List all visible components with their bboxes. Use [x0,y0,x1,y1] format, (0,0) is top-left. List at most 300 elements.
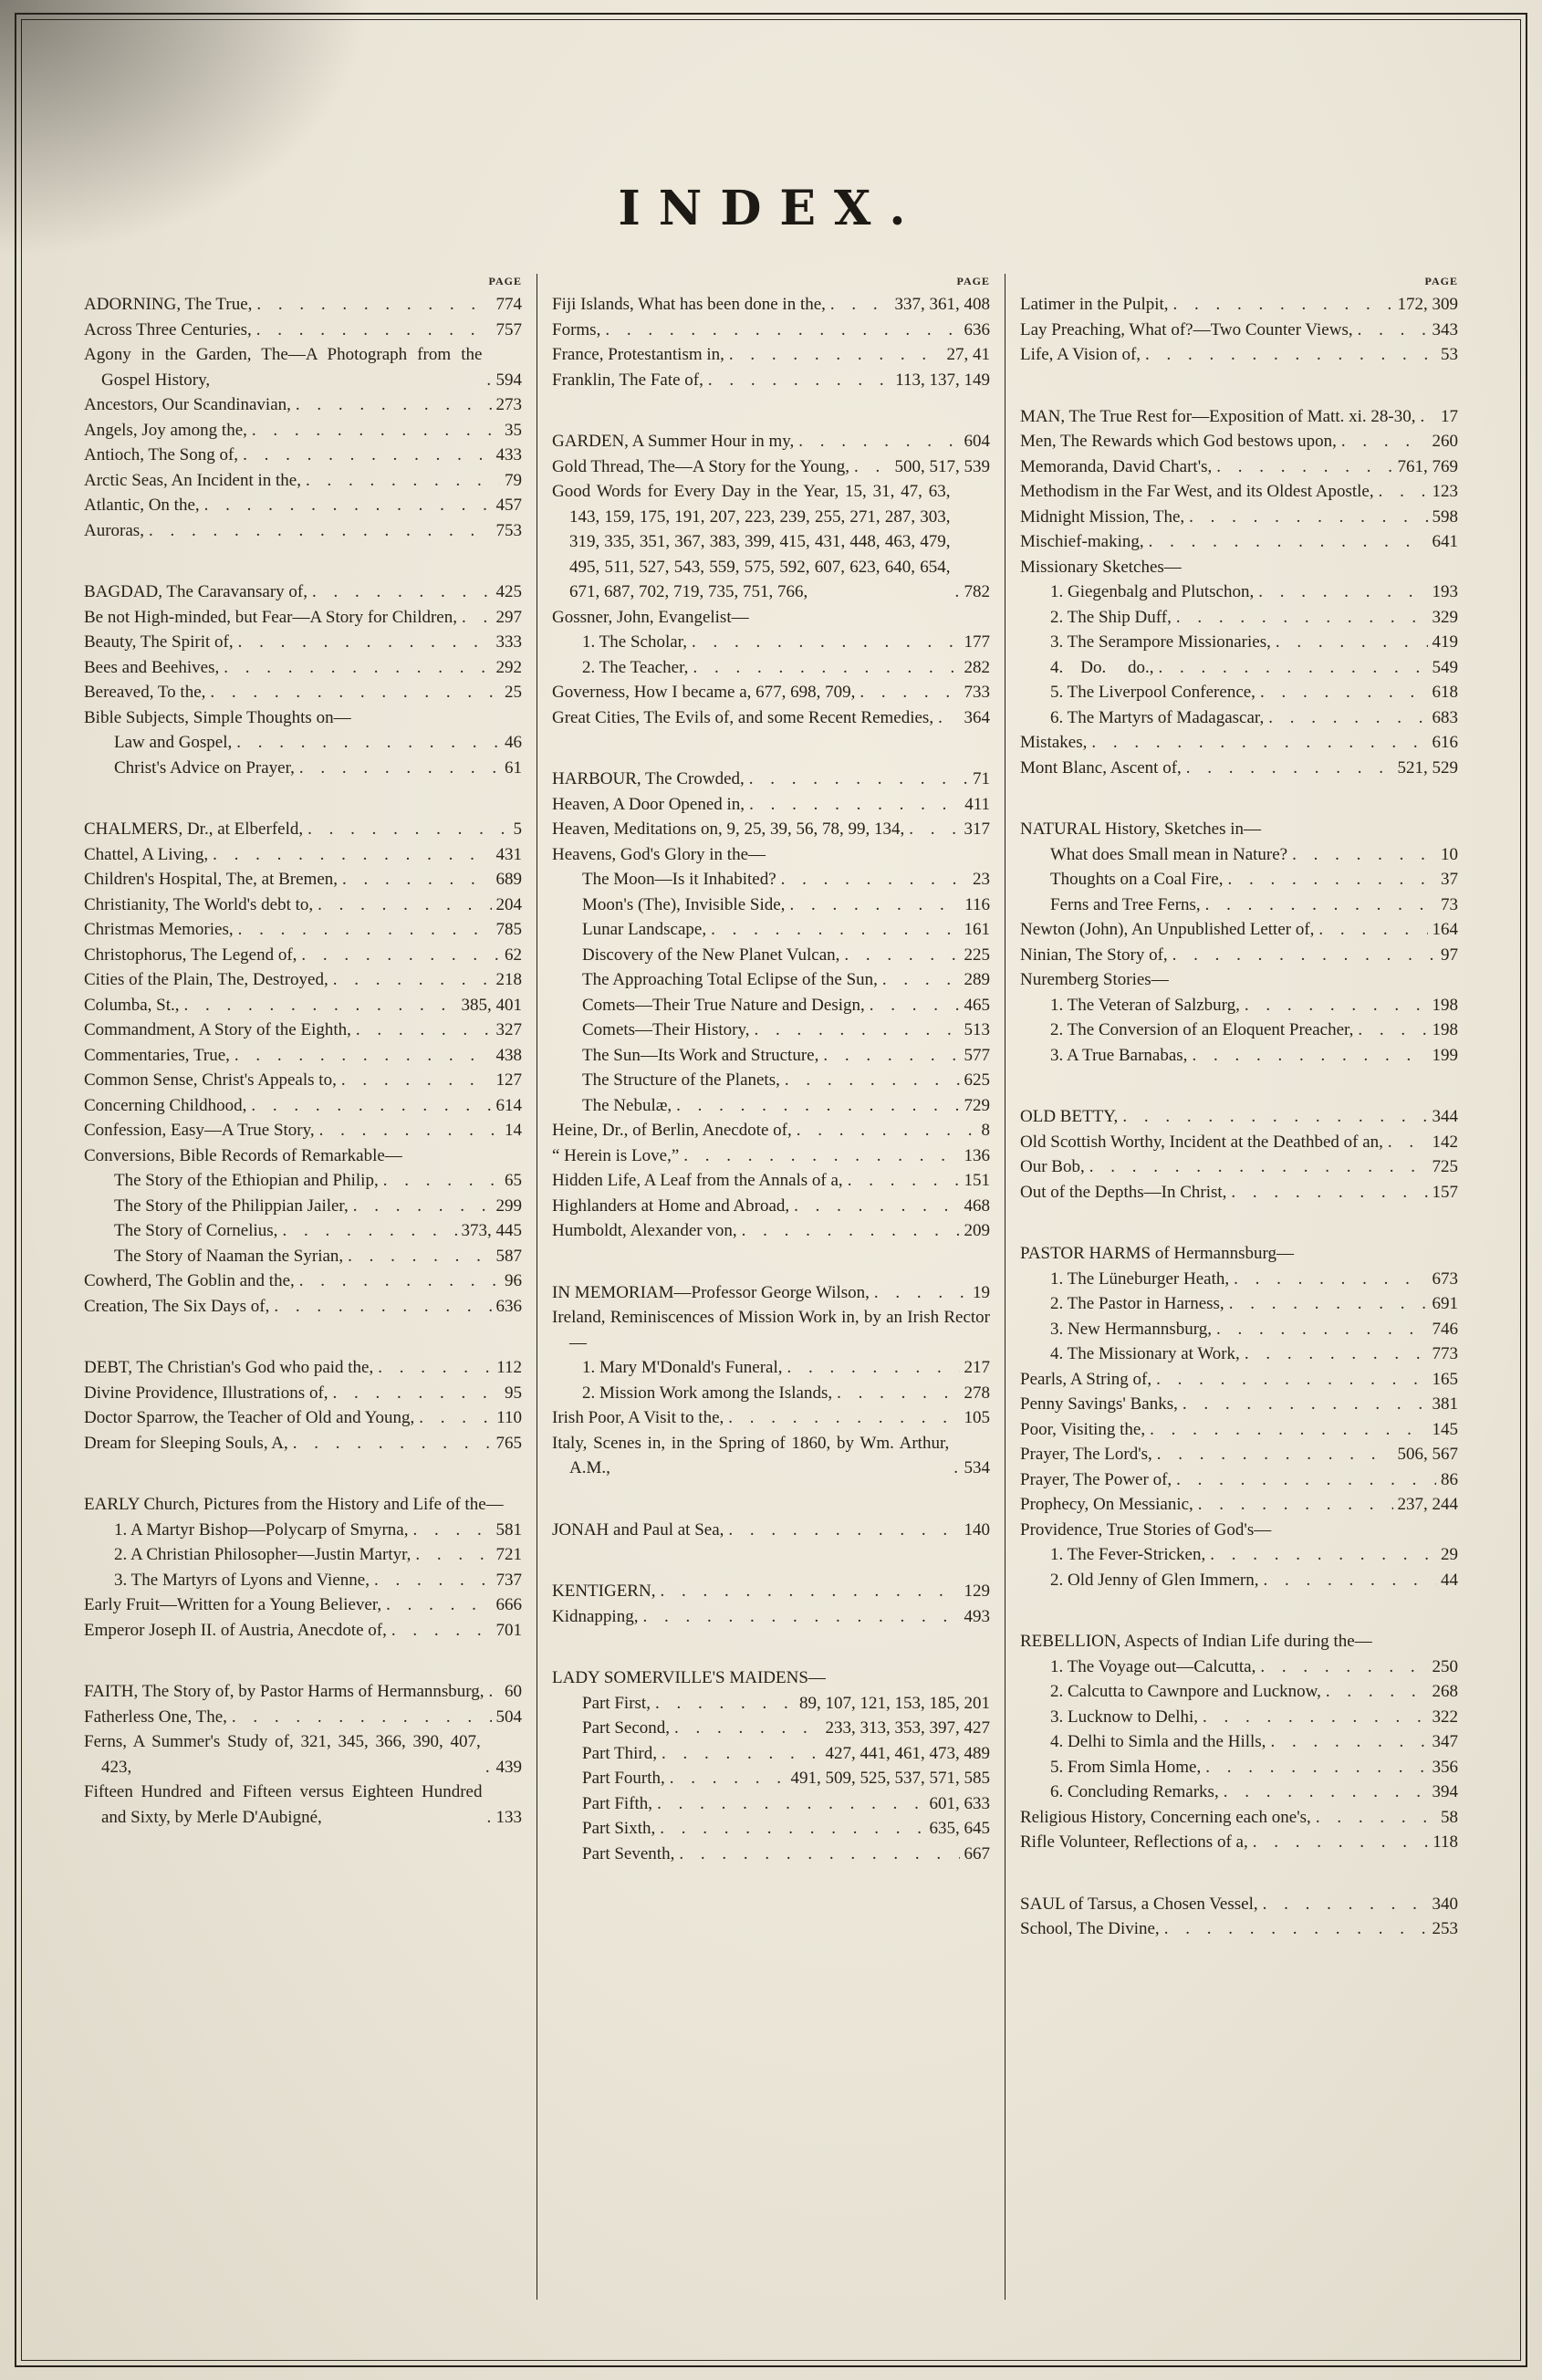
entry-page-number: 140 [964,1519,990,1540]
index-entry [84,1043,522,1069]
dot-leader [655,1816,924,1842]
entry-page-number: 691 [1432,1294,1458,1313]
entry-page-number: 765 [495,1433,522,1453]
entry-page-number: 172, 309 [1397,295,1458,314]
dot-leader [408,1518,491,1543]
index-entry [552,1280,990,1306]
entry-page-number: 17 [1441,406,1458,426]
dot-leader [657,1741,821,1767]
entry-text: Chattel, A Living, [84,844,209,864]
entry-text: Our Bob, [1020,1157,1085,1176]
entry-page-number: 164 [1432,920,1458,939]
entry-text: Christ's Advice on Prayer, [114,757,295,778]
dot-leader [303,817,508,842]
entry-text: Columba, St., [84,995,180,1015]
entry-page-number: 19 [973,1282,990,1302]
entry-page-number: 37 [1441,870,1458,889]
page-column-header: PAGE [1424,275,1458,287]
entry-page-number: 614 [495,1095,522,1115]
dot-leader [1248,1830,1429,1855]
entry-text: Bereaved, To the, [84,683,206,702]
dot-leader [277,1218,456,1244]
index-entry [552,943,990,968]
entry-text: 4. Do. do., [1050,657,1154,677]
entry-text: The Structure of the Planets, [582,1070,780,1090]
index-group [1020,1892,1458,1942]
entry-text: Humboldt, Alexander von, [552,1221,737,1240]
dot-leader [1314,917,1427,943]
entry-page-number: 209 [964,1221,990,1240]
entry-text: Italy, Scenes in, in the Spring of 1860, by Wm. Arthur, A.M., [552,1433,950,1477]
entry-text: Ireland, Reminiscences of Mission Work in, by an Irish Rector— [552,1308,990,1352]
entry-page-number: 356 [1432,1757,1458,1777]
dot-leader [1187,1043,1427,1069]
index-entry [552,1791,990,1817]
entry-text: Part Fifth, [582,1793,653,1813]
entry-text: Bees and Beehives, [84,657,220,677]
index-entry [1020,917,1458,943]
entry-page-number: 604 [964,432,990,451]
index-entry [84,1355,522,1381]
dot-leader [1184,505,1427,530]
index-entry [552,1741,990,1767]
entry-text: REBELLION, Aspects of Indian Life during the— [1020,1632,1372,1651]
entry-page-number: 260 [1432,432,1458,451]
index-entry [552,917,990,943]
entry-page-number: 468 [964,1195,990,1216]
index-entry [84,468,522,494]
dot-leader [247,418,500,444]
dot-leader [839,943,959,968]
index-entry [1020,1467,1458,1493]
entry-text: Cities of the Plain, The, Destroyed, [84,970,328,989]
index-entry [1020,967,1458,993]
entry-text: The Story of the Ethiopian and Philip, [114,1171,379,1190]
dot-leader [370,1568,492,1593]
index-entry [1020,1341,1458,1367]
dot-leader [870,1280,968,1306]
entry-text: Ferns and Tree Ferns, [1050,894,1201,914]
entry-text: Ninian, The Story of, [1020,945,1168,965]
index-entry [552,1381,990,1406]
index-entry [1020,479,1458,505]
entry-page-number: 23 [973,870,990,889]
dot-leader [338,867,492,892]
index-entry [552,1665,990,1691]
index-entry [1020,630,1458,655]
index-entry [1020,1442,1458,1467]
entry-text: School, The Divine, [1020,1919,1160,1938]
entry-page-number: 733 [964,683,990,702]
entry-text: KENTIGERN, [552,1581,656,1601]
dot-leader [1374,479,1428,505]
index-group [84,579,522,780]
entry-page-number: 161 [964,920,990,939]
entry-text: 3. A True Barnabas, [1050,1045,1188,1065]
entry-page-number: 433 [495,445,522,465]
index-entry [1020,292,1458,318]
entry-page-number: 27, 41 [946,345,990,364]
entry-text: Pearls, A String of, [1020,1369,1152,1389]
index-entry [84,1705,522,1730]
entry-page-number: 513 [964,1020,990,1039]
index-group [552,292,990,392]
entry-text: The Story of Cornelius, [114,1221,278,1240]
index-entry [84,630,522,655]
index-entry [1020,1679,1458,1705]
dot-leader [674,1842,959,1867]
dot-leader [878,967,960,993]
dot-leader [1118,1104,1427,1130]
dot-leader [1415,404,1436,430]
entry-text: Concerning Childhood, [84,1095,247,1115]
dot-leader [1240,1341,1428,1367]
entry-page-number: 297 [495,607,522,627]
entry-page-number: 145 [1432,1419,1458,1439]
entry-text: 1. Giegenbalg and Plutschon, [1050,582,1255,601]
entry-page-number: 199 [1432,1045,1458,1065]
entry-text: Heavens, God's Glory in the— [552,844,766,864]
dot-leader [227,1705,492,1730]
entry-page-number: 394 [1432,1782,1458,1801]
index-entry [1020,1104,1458,1130]
dot-leader [832,1381,959,1406]
entry-page-number: 667 [964,1843,990,1863]
entry-page-number: 62 [505,945,522,965]
entry-page-number: 157 [1432,1182,1458,1202]
entry-text: Law and Gospel, [114,733,233,752]
index-entry [552,1518,990,1543]
entry-text: Highlanders at Home and Abroad, [552,1195,790,1216]
index-entry [552,655,990,681]
dot-leader [1337,429,1428,454]
entry-text: Moon's (The), Invisible Side, [582,894,786,914]
entry-text: CHALMERS, Dr., at Elberfeld, [84,819,304,839]
entry-text: 1. The Veteran of Salzburg, [1050,995,1240,1015]
dot-leader [373,1355,492,1381]
entry-page-number: 581 [495,1519,522,1540]
entry-page-number: 491, 509, 525, 537, 571, 585 [790,1769,990,1788]
index-entry [84,292,522,318]
entry-page-number: 118 [1433,1832,1458,1852]
index-entry [552,318,990,343]
dot-leader [951,579,960,605]
entry-text: Old Scottish Worthy, Incident at the Deathbed of an, [1020,1132,1383,1152]
index-entry [84,418,522,444]
dot-leader [180,993,457,1018]
entry-page-number: 299 [495,1195,522,1216]
page-title: INDEX. [618,181,924,236]
entry-page-number: 364 [964,707,990,727]
entry-text: 6. The Martyrs of Madagascar, [1050,707,1265,727]
entry-page-number: 105 [964,1408,990,1427]
entry-text: 3. Lucknow to Delhi, [1050,1707,1199,1727]
index-entry [552,368,990,393]
index-entry [84,1244,522,1269]
index-entry [84,1268,522,1294]
entry-page-number: 177 [964,632,990,652]
index-entry [84,493,522,518]
index-entry [1020,680,1458,705]
dot-leader [1311,1805,1436,1831]
entry-text: PASTOR HARMS of Hermannsburg— [1020,1244,1294,1263]
entry-text: Part First, [582,1693,651,1713]
entry-text: 2. The Pastor in Harness, [1050,1294,1224,1313]
index-entry [1020,1542,1458,1568]
entry-text: Auroras, [84,520,144,540]
index-entry [1020,1805,1458,1831]
entry-page-number: 333 [495,632,522,652]
entry-page-number: 116 [964,894,990,914]
entry-text: DEBT, The Christian's God who paid the, [84,1358,374,1377]
entry-page-number: 127 [495,1070,522,1090]
index-entry [84,1018,522,1043]
entry-page-number: 737 [495,1570,522,1590]
index-entry [1020,1518,1458,1543]
index-entry [1020,429,1458,454]
entry-page-number: 327 [495,1020,522,1039]
dot-leader [818,1043,959,1069]
dot-leader [670,1716,820,1741]
page-column-header: PAGE [488,275,522,287]
dot-leader [351,1018,492,1043]
entry-text: SAUL of Tarsus, a Chosen Vessel, [1020,1894,1258,1914]
entry-text: Latimer in the Pulpit, [1020,295,1169,314]
dot-leader [665,1766,787,1791]
dot-leader [687,630,960,655]
dot-leader [411,1542,491,1568]
entry-page-number: 438 [495,1045,522,1065]
dot-leader [1141,342,1436,368]
entry-page-number: 343 [1432,319,1458,339]
dot-leader [855,680,959,705]
dot-leader [230,1043,492,1069]
dot-leader [785,892,960,918]
dot-leader [483,1805,492,1831]
entry-text: Part Fourth, [582,1769,665,1788]
dot-leader [792,1118,977,1143]
index-entry [1020,1629,1458,1655]
entry-page-number: 46 [505,733,522,752]
entry-text: Children's Hospital, The, at Bremen, [84,870,338,889]
index-group [1020,817,1458,1068]
entry-text: Part Third, [582,1743,657,1763]
entry-text: Penny Savings' Banks, [1020,1394,1178,1414]
entry-text: 1. The Scholar, [582,632,687,652]
index-entry [84,705,522,731]
entry-page-number: 618 [1432,683,1458,702]
dot-leader [749,1018,959,1043]
entry-page-number: 29 [1441,1545,1458,1564]
index-entry [1020,1130,1458,1155]
entry-text: Ferns, A Summer's Study of, 321, 345, 366, 390, 407, 423, [84,1732,481,1777]
entry-text: Commandment, A Story of the Eighth, [84,1020,351,1039]
entry-text: 2. Mission Work among the Islands, [582,1383,833,1403]
dot-leader [457,605,492,631]
index-entry [552,479,990,605]
entry-text: Creation, The Six Days of, [84,1296,270,1316]
entry-text: Across Three Centuries, [84,319,252,339]
entry-page-number: 268 [1432,1682,1458,1701]
index-entry [84,1405,522,1431]
index-entry [1020,817,1458,842]
entry-page-number: 785 [495,920,522,939]
dot-leader [1144,529,1428,555]
dot-leader [1172,1467,1436,1493]
dot-leader [933,705,959,731]
entry-text: Good Words for Every Day in the Year, 15, 31, 47, 63, 143, 159, 175, 191, 207, 223, 239, 255, 271, 287, 303, 319, 335, 351, 367, 383, 399, 415, 431, 448, 463, 479, 495, 511, 527, 543, 559, 575, 592, 607, 623, 640, 654, 671, 687, 702, 719, 735, 751, 766, [552,482,951,601]
entry-text: 2. Old Jenny of Glen Immern, [1050,1570,1259,1590]
entry-page-number: 123 [1432,482,1458,501]
index-entry [84,579,522,605]
index-entry [1020,1492,1458,1518]
dot-leader [651,1691,795,1717]
entry-text: 5. The Liverpool Conference, [1050,683,1255,702]
index-entry [84,1194,522,1219]
entry-page-number: 233, 313, 353, 397, 427 [825,1718,990,1738]
dot-leader [724,1518,959,1543]
index-entry [552,1143,990,1169]
dot-leader [849,454,891,480]
index-entry [84,342,522,392]
dot-leader [1201,892,1436,918]
dot-leader [297,943,500,968]
entry-page-number: 773 [1432,1344,1458,1363]
entry-text: Thoughts on a Coal Fire, [1050,870,1224,889]
dot-leader [1198,1705,1427,1730]
entry-page-number: 250 [1432,1656,1458,1676]
entry-text: Kidnapping, [552,1606,639,1626]
index-entry [84,1518,522,1543]
entry-text: Christophorus, The Legend of, [84,945,297,965]
index-entry [1020,1180,1458,1206]
entry-page-number: 136 [964,1145,990,1165]
dot-leader [1224,1291,1428,1317]
dot-leader [783,1355,960,1381]
entry-text: Life, A Vision of, [1020,345,1141,364]
index-entry [552,892,990,918]
entry-text: FAITH, The Story of, by Pastor Harms of Hermannsburg, [84,1682,484,1701]
entry-page-number: 465 [964,995,990,1015]
index-entry [1020,1392,1458,1417]
index-entry [1020,1018,1458,1043]
entry-page-number: 95 [505,1383,522,1403]
entry-page-number: 282 [964,657,990,677]
page-column-header: PAGE [956,275,990,287]
index-group [552,1665,990,1866]
dot-leader [672,1093,959,1119]
dot-leader [638,1604,959,1630]
entry-text: Fifteen Hundred and Fifteen versus Eighteen Hundred and Sixty, by Merle D'Aubigné, [84,1782,483,1827]
index-entry [84,892,522,918]
entry-text: Men, The Rewards which God bestows upon, [1020,432,1337,451]
entry-page-number: 142 [1432,1132,1458,1152]
index-entry [84,1729,522,1780]
entry-page-number: 129 [964,1581,990,1601]
entry-text: Bible Subjects, Simple Thoughts on— [84,707,351,727]
dot-leader [234,917,492,943]
entry-page-number: 71 [973,769,990,788]
entry-page-number: 521, 529 [1397,757,1458,778]
dot-leader [1172,605,1428,631]
index-entry [552,1604,990,1630]
index-entry [552,1118,990,1143]
entry-page-number: 86 [1441,1469,1458,1489]
entry-text: 1. The Fever-Stricken, [1050,1545,1206,1564]
index-entry [1020,605,1458,631]
entry-text: Arctic Seas, An Incident in the, [84,470,301,490]
dot-leader [1258,1568,1436,1593]
dot-leader [328,967,492,993]
entry-page-number: 8 [981,1121,990,1140]
index-entry [1020,1241,1458,1267]
entry-text: Mont Blanc, Ascent of, [1020,757,1182,778]
dot-leader [1240,993,1428,1018]
index-group [552,767,990,1244]
index-entry [84,1218,522,1244]
entry-text: Doctor Sparrow, the Teacher of Old and Young, [84,1408,415,1427]
dot-leader [724,1405,959,1431]
index-entry [552,842,990,868]
index-group [84,1355,522,1456]
dot-leader [295,756,500,781]
entry-page-number: 419 [1432,632,1458,652]
entry-text: Christianity, The World's debt to, [84,894,314,914]
dot-leader [865,993,960,1018]
index-entry [84,756,522,781]
entry-text: Heaven, Meditations on, 9, 25, 39, 56, 78, 99, 134, [552,819,905,839]
entry-text: Franklin, The Fate of, [552,370,703,390]
index-entry [1020,555,1458,580]
index-entry [552,1218,990,1244]
index-entry [1020,505,1458,530]
entry-page-number: 373, 445 [461,1221,522,1240]
dot-leader [1193,1492,1393,1518]
entry-page-number: 666 [495,1595,522,1614]
entry-page-number: 35 [505,420,522,440]
entry-text: 2. The Teacher, [582,657,689,677]
entry-page-number: 347 [1432,1732,1458,1751]
index-entry [552,630,990,655]
entry-text: Conversions, Bible Records of Remarkable— [84,1145,402,1165]
index-entry [84,1679,522,1705]
entry-page-number: 636 [495,1296,522,1316]
index-entry [84,392,522,418]
entry-text: Agony in the Garden, The—A Photograph from the Gospel History, [84,345,483,390]
index-entry [552,1816,990,1842]
entry-text: Antioch, The Song of, [84,445,239,465]
index-entry [1020,342,1458,368]
entry-text: Religious History, Concerning each one's, [1020,1807,1311,1827]
entry-page-number: 625 [964,1070,990,1090]
entry-page-number: 641 [1432,532,1458,551]
index-entry [1020,1043,1458,1069]
index-entry [552,1093,990,1119]
dot-leader [688,655,959,681]
dot-leader [679,1143,959,1169]
dot-leader [1353,318,1428,343]
entry-page-number: 598 [1432,506,1458,527]
entry-page-number: 133 [495,1807,522,1827]
index-entry [552,792,990,818]
dot-leader [269,1294,491,1320]
entry-text: JONAH and Paul at Sea, [552,1519,724,1540]
dot-leader [745,792,960,818]
index-group [84,817,522,1319]
index-entry [1020,1367,1458,1393]
dot-leader [1145,1417,1427,1443]
entry-text: Atlantic, On the, [84,496,200,515]
